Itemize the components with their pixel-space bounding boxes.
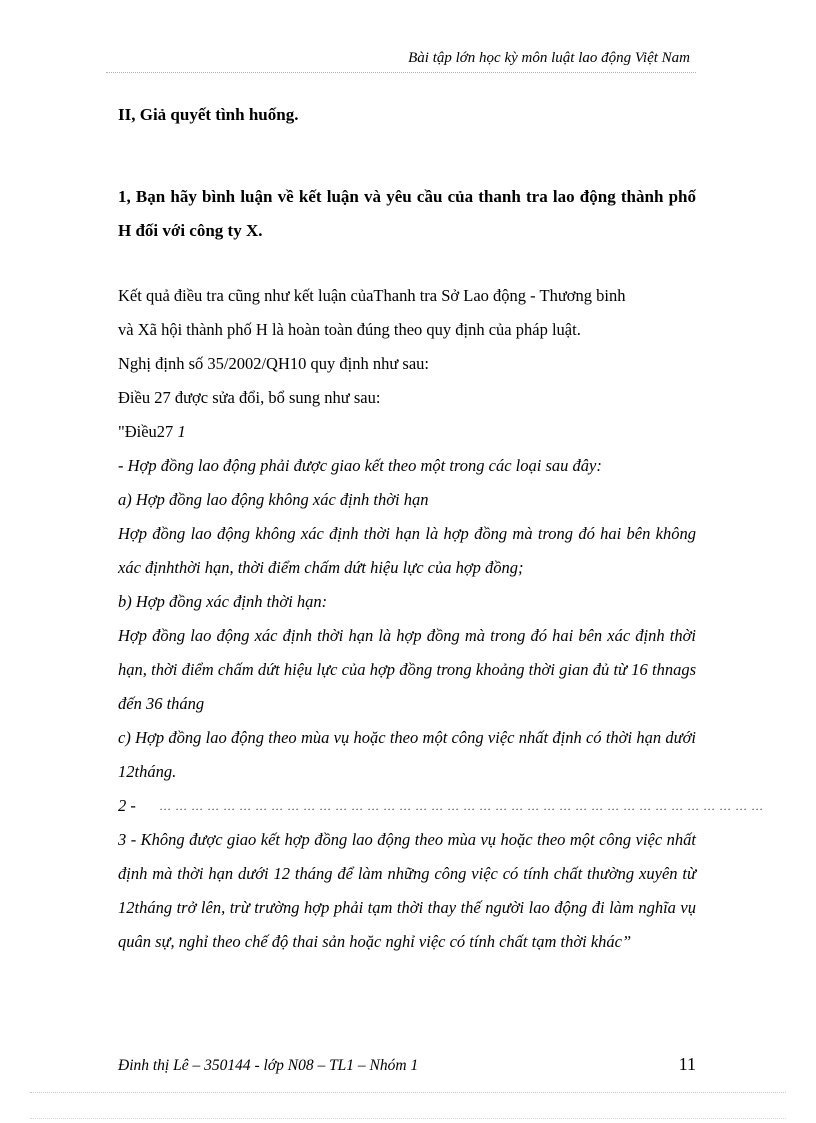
footer-divider: [30, 1092, 786, 1093]
section-heading: II, Giả quyết tình huống.: [118, 105, 299, 124]
article-open-line: [118, 415, 696, 449]
article-open-text: "Điều27: [118, 422, 174, 441]
clause-a-body: Hợp đồng lao động không xác định thời hạn là hợp đồng mà trong đó hai bên không xác địnhthời hạn, thời điểm chấm dứt hiệu lực của hợp đồng;: [118, 524, 696, 577]
article-number: 1: [177, 422, 186, 441]
header-divider: [106, 72, 696, 73]
decree-line: Nghị định số 35/2002/QH10 quy định như sau:: [118, 354, 429, 373]
page-footer: [118, 1054, 696, 1075]
page-content: [118, 104, 764, 959]
page-number: 11: [678, 1054, 696, 1074]
clause-intro: - Hợp đồng lao động phải được giao kết theo một trong các loại sau đây:: [118, 456, 602, 475]
clause-b-title: b) Hợp đồng xác định thời hạn:: [118, 592, 328, 611]
item-2-line: [118, 789, 764, 823]
clause-a-title: a) Hợp đồng lao động không xác định thời hạn: [118, 490, 429, 509]
footer-author: Đinh thị Lê – 350144 - lớp N08 – TL1 – Nhóm 1: [118, 1057, 419, 1074]
item-3-body: 3 - Không được giao kết hợp đồng lao động theo mùa vụ hoặc theo một công việc nhất định mà thời hạn dưới 12 tháng để làm những công việc có tính chất thường xuyên từ 12tháng trở lên, trừ trường hợp phải tạm thời thay thế người lao động đi làm nghĩa vụ quân sự, nghỉ theo chế độ thai sản hoặc nghỉ việc có tính chất tạm thời khác”: [118, 830, 696, 951]
clause-c-body: c) Hợp đồng lao động theo mùa vụ hoặc theo một công việc nhất định có thời hạn dưới 12tháng.: [118, 728, 696, 781]
question-heading: 1, Bạn hãy bình luận về kết luận và yêu cầu của thanh tra lao động thành phố H đối với công ty X.: [118, 187, 696, 240]
running-header: Bài tập lớn học kỳ môn luật lao động Việt Nam: [408, 50, 690, 66]
intro-line-1: Kết quả điều tra cũng như kết luận củaThanh tra Sở Lao động - Thương binh: [118, 286, 626, 305]
item-2-label: 2 -: [118, 796, 136, 815]
article-amend-line: Điều 27 được sửa đổi, bổ sung như sau:: [118, 388, 381, 407]
item-2-dots: ... ... ... ... ... ... ... ... ... ... ... ... ... ... ... ... ... ... ... ... ... ... ... ... ... ... ... ... ... ... ... ... ... ... ... ... ... ...: [159, 799, 764, 813]
intro-line-2: và Xã hội thành phố H là hoàn toàn đúng theo quy định của pháp luật.: [118, 320, 581, 339]
page-bottom-divider: [30, 1118, 786, 1119]
clause-b-body: Hợp đồng lao động xác định thời hạn là hợp đồng mà trong đó hai bên xác định thời hạn, thời điểm chấm dứt hiệu lực của hợp đồng trong khoảng thời gian đủ từ 16 thnags đến 36 tháng: [118, 626, 696, 713]
